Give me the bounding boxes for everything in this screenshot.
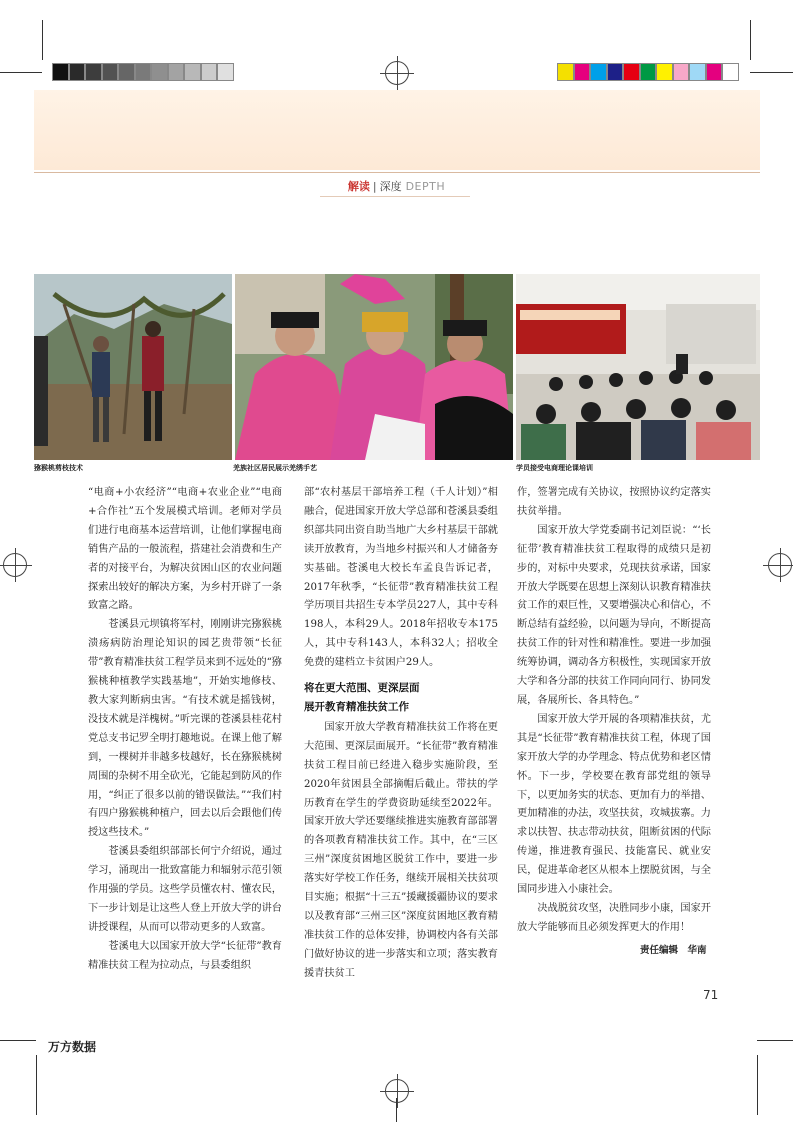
color-swatch (607, 63, 624, 81)
color-swatch (151, 63, 168, 81)
paragraph: 作，签署完成有关协议，按照协议约定落实扶贫举措。 (517, 487, 711, 517)
section-underline (320, 196, 470, 197)
section-rule (34, 172, 760, 173)
photo-kiwi-pruning (34, 274, 232, 460)
crop-mark (757, 1055, 758, 1115)
column-2 (304, 484, 498, 984)
color-swatch (69, 63, 86, 81)
photo-embroidery (235, 274, 513, 460)
caption-class: 学员接受电商理论课培训 (516, 464, 593, 472)
color-swatch (118, 63, 135, 81)
grayscale-color-bar (52, 63, 234, 81)
crop-mark (750, 20, 751, 60)
color-swatch (557, 63, 574, 81)
registration-mark (385, 61, 409, 85)
registration-mark (768, 553, 792, 577)
paragraph: 国家开放大学开展的各项精准扶贫，尤其是“长征带”教育精准扶贫工程，体现了国家开放大学的办学理念、特点优势和老区情怀。下一步，学校要在教育部党组的领导下，以更加务实的状态、更加有力的举措、更加精准的办法，攻坚扶贫，攻城拔寨。力求以扶智、扶志带动扶贫，阻断贫困的代际传递，推进教育强民、技能富民、就业安民，促进革命老区从根本上摆脱贫困，与全国同步进入小康社会。 (517, 713, 711, 896)
color-swatch (135, 63, 152, 81)
page-number: 71 (703, 988, 719, 1002)
paragraph: 国家开放大学党委副书记刘臣说：“‘长征带’教育精准扶贫工程取得的成绩只是初步的，对标中央要求，兑现扶贫承诺，国家开放大学既要在思想上深刻认识教育精准扶贫工作的艰巨性，又要增强决心和信心，不断总结有益经验，以问题为导向，不断提高扶贫工作的针对性和精准性。要进一步加强统筹协调，调动各方积极性，实现国家开放大学和各分部的扶贫工作同向同行、协同发展，各展所长、各具特色。” (517, 524, 711, 706)
paragraph: “电商+小农经济”“电商+农业企业”“电商+合作社”五个发展模式培训。老师对学员们进行电商基本运营培训，让他们掌握电商销售产品的一般流程，搭建社会消费和生产者的对接平台，为解决贫困山区的农业问题探索出较好的解决方案，为乡村开辟了一条致富之路。 (88, 487, 282, 612)
source-watermark: 万方数据 (48, 1040, 97, 1054)
photo-ecommerce-class (516, 274, 760, 460)
paragraph: 苍溪县委组织部部长何宁介绍说，通过学习，涌现出一批致富能力和辐射示范引领作用强的学员。这些学员懂农村、懂农民，下一步计划是让这些人登上开放大学的讲台讲授课程，从而可以带动更多的人致富。 (88, 846, 282, 933)
subheading-line: 将在更大范围、更深层面 (304, 682, 420, 695)
crop-mark (396, 1098, 397, 1122)
caption-kiwi: 猕猴桃剪枝技术 (34, 464, 83, 472)
column-3 (517, 484, 711, 938)
paragraph: 部“农村基层干部培养工程（千人计划）”相融合，促进国家开放大学总部和苍溪县委组织部共同出资自助当地广大乡村基层干部就读开放教育，为当地乡村振兴和人才储备夯实基础。苍溪电大校长车孟良告诉记者，2017年秋季，“长征带”教育精准扶贫工程学历项目共招生专本学员227人，其中专科198人，本科29人。2018年招收专本175人，其中专科143人，本科32人；招收全免费的建档立卡贫困户29人。 (304, 487, 498, 669)
color-swatch (722, 63, 739, 81)
crop-mark (0, 1040, 36, 1041)
caption-embroidery: 羌族社区居民展示羌绣手艺 (233, 464, 317, 472)
section-label-en: DEPTH (405, 180, 446, 193)
color-swatch (217, 63, 234, 81)
section-highlight: 解读 (347, 180, 370, 193)
subheading (304, 679, 498, 717)
crop-mark (757, 1040, 793, 1041)
color-swatch (102, 63, 119, 81)
column-1 (88, 484, 282, 976)
process-color-bar (557, 63, 739, 81)
subheading-line: 展开教育精准扶贫工作 (304, 700, 409, 713)
color-swatch (706, 63, 723, 81)
color-swatch (640, 63, 657, 81)
color-swatch (673, 63, 690, 81)
color-swatch (656, 63, 673, 81)
section-separator: | (372, 180, 377, 193)
section-title (0, 178, 793, 194)
color-swatch (201, 63, 218, 81)
crop-mark (0, 72, 42, 73)
color-swatch (574, 63, 591, 81)
color-swatch (52, 63, 69, 81)
crop-mark (42, 20, 43, 60)
header-band (34, 90, 760, 170)
crop-mark (36, 1055, 37, 1115)
section-label: 深度 (379, 180, 402, 193)
paragraph: 决战脱贫攻坚，决胜同步小康，国家开放大学能够而且必须发挥更大的作用！ (517, 902, 711, 933)
crop-mark (750, 72, 793, 73)
registration-mark (3, 553, 27, 577)
color-swatch (689, 63, 706, 81)
color-swatch (184, 63, 201, 81)
color-swatch (623, 63, 640, 81)
registration-mark (385, 1079, 409, 1103)
color-swatch (168, 63, 185, 81)
paragraph: 苍溪县元坝镇将军村，刚刚讲完猕猴桃溃疡病防治理论知识的园艺贵带领“长征带”教育精准扶贫工程学员来到不远处的“猕猴桃种植教学实践基地”，开始实地修枝、教大家判断病虫害。“有技术就是摇钱树，没技术就是洋槐树。”听完课的苍溪县桂花村党总支书记罗全明打趣地说。在课上他了解到，一棵树并非越多枝越好，长在猕猴桃树周围的杂树不用全砍光，它能起到防风的作用，“纠正了很多以前的错误做法。”“我们村有四户猕猴桃种植户，回去以后会跟他们传授这些技术。” (88, 619, 282, 839)
paragraph: 国家开放大学教育精准扶贫工作将在更大范围、更深层面展开。“长征带”教育精准扶贫工程目前已经进入稳步实施阶段，至2020年贫困县全部摘帽后截止。带扶的学历教育在学生的学费资助延续至2022年。国家开放大学还要继续推进实施教育部部署的各项教育精准扶贫工作。其中，在“三区三州”深度贫困地区脱贫工作中，要进一步落实好学校工作任务，继续开展相关扶贫项目实施；根据“十三五”援藏援疆协议的要求以及教育部“三州三区”深度贫困地区教育精准扶贫工作的总体安排，协调校内各有关部门做好协议的进一步落实和立项；落实教育援青扶贫工 (304, 721, 498, 979)
color-swatch (590, 63, 607, 81)
color-swatch (85, 63, 102, 81)
paragraph: 苍溪电大以国家开放大学“长征带”教育精准扶贫工程为拉动点，与县委组织 (88, 940, 282, 971)
editor-credit: 责任编辑 华南 (640, 945, 707, 956)
